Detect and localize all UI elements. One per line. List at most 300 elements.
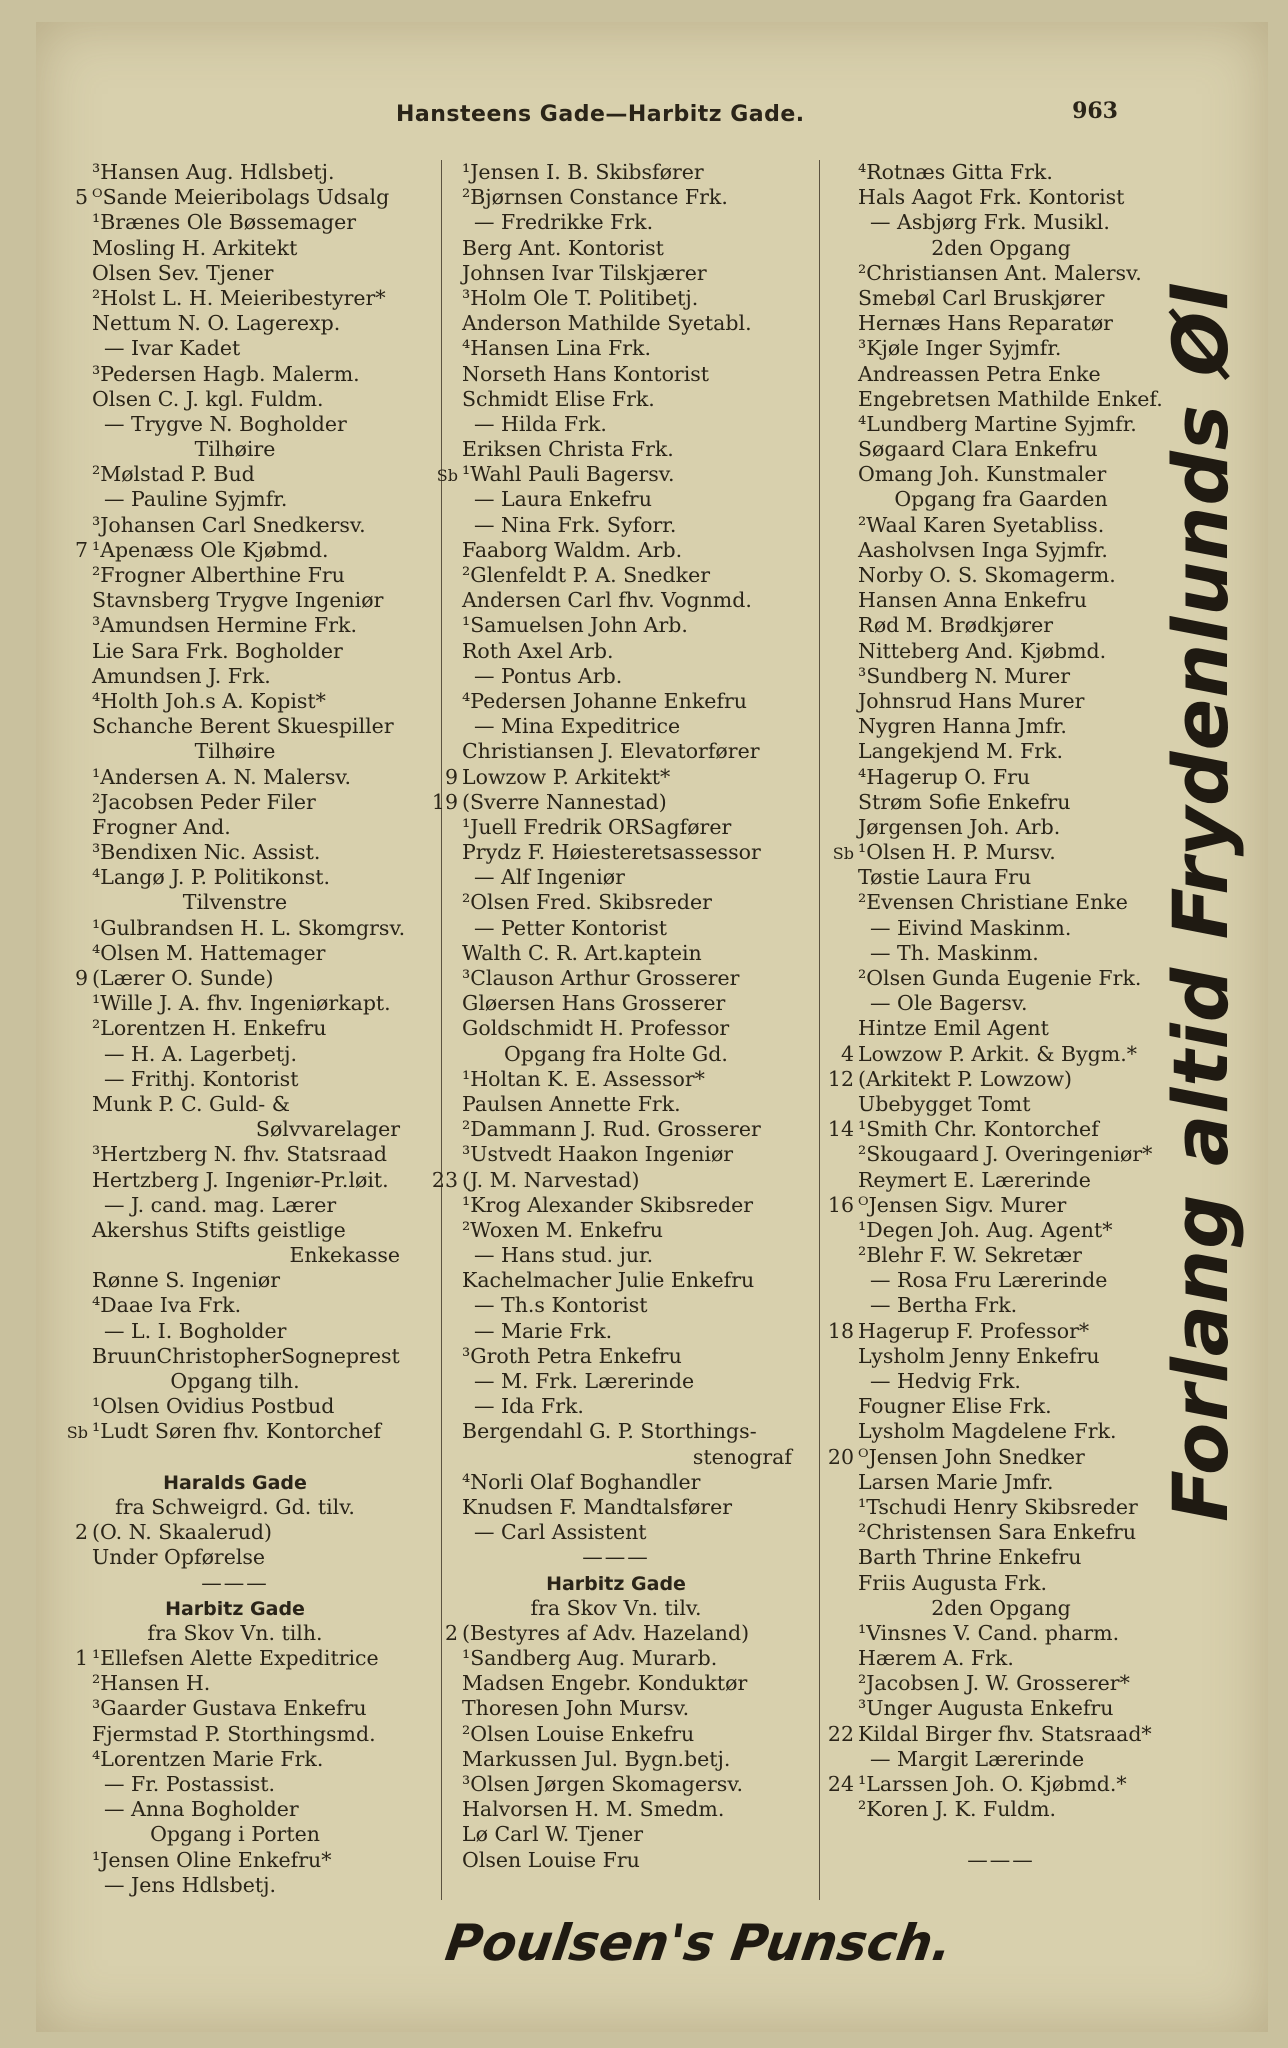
vertical-advertisement: Forlang altid Frydenlunds Øl <box>1156 283 1245 1522</box>
directory-entry <box>50 1419 420 1444</box>
column-1 <box>50 160 420 1898</box>
directory-entry <box>816 236 1186 261</box>
directory-entry <box>420 991 812 1016</box>
directory-entry <box>816 991 1186 1016</box>
entry-text: Norby O. S. Skomagerm. <box>858 563 1116 587</box>
entry-text: — Ole Bagersv. <box>870 991 1028 1016</box>
entry-text: ⁴Olsen M. Hattemager <box>92 940 326 965</box>
entry-text: — J. cand. mag. Lærer <box>104 1192 337 1217</box>
entry-text: ²Hansen H. <box>92 1671 211 1696</box>
entry-text: Kachelmacher Julie Enkefru <box>462 1268 755 1293</box>
entry-text: Opgang tilh. <box>170 1369 300 1393</box>
entry-text: — Alf Ingeniør <box>474 865 625 890</box>
directory-entry <box>420 487 812 512</box>
entry-text: Engebretsen Mathilde Enkef. <box>858 386 1163 411</box>
entry-text: ³Gaarder Gustava Enkefru <box>92 1696 367 1721</box>
footer-advertisement: Poulsen's Punsch. <box>441 1914 956 1972</box>
entry-marker: 12 <box>827 1066 854 1091</box>
entry-text: ¹Krog Alexander Skibsreder <box>462 1192 754 1217</box>
directory-entry <box>420 588 812 613</box>
directory-entry <box>50 1873 420 1898</box>
directory-entry <box>816 1797 1186 1822</box>
entry-marker: 9 <box>74 966 88 990</box>
entry-text: ³Clauson Arthur Grosserer <box>462 966 740 990</box>
directory-entry <box>816 1545 1186 1570</box>
directory-entry <box>816 1319 1186 1344</box>
directory-entry <box>50 1747 420 1772</box>
entry-text: — Th.s Kontorist <box>474 1293 648 1318</box>
directory-entry <box>420 1621 812 1646</box>
directory-entry <box>816 1042 1186 1067</box>
directory-entry <box>420 865 812 890</box>
directory-entry <box>816 1293 1186 1318</box>
directory-entry <box>50 639 420 664</box>
entry-text: — Ivar Kadet <box>104 336 241 361</box>
directory-entry <box>50 261 420 286</box>
directory-entry <box>420 437 812 462</box>
directory-entry <box>420 1571 812 1596</box>
directory-entry <box>816 160 1186 185</box>
entry-text: ¹Juell Fredrik ORSagfører <box>462 814 732 839</box>
entry-text: Stavnsberg Trygve Ingeniør <box>92 588 384 613</box>
entry-text: ¹Vinsnes V. Cand. pharm. <box>858 1620 1120 1645</box>
directory-entry <box>420 639 812 664</box>
directory-entry <box>420 890 812 915</box>
entry-marker: Sb <box>436 466 458 486</box>
entry-text: Knudsen F. Mandtalsfører <box>462 1494 733 1519</box>
directory-entry <box>420 1168 812 1193</box>
entry-text: 2den Opgang <box>931 1595 1071 1620</box>
directory-entry <box>50 1243 420 1268</box>
directory-entry <box>816 890 1186 915</box>
directory-entry <box>420 790 812 815</box>
directory-entry <box>816 286 1186 311</box>
directory-entry <box>50 1822 420 1847</box>
directory-entry <box>420 1218 812 1243</box>
entry-text: Smebøl Carl Bruskjører <box>858 285 1105 310</box>
directory-entry <box>50 362 420 387</box>
entry-text: BruunChristopherSogneprest <box>92 1343 400 1368</box>
directory-entry <box>420 1319 812 1344</box>
entry-text: — M. Frk. Lærerinde <box>474 1369 695 1393</box>
entry-text: ²Jacobsen Peder Filer <box>92 789 316 814</box>
entry-text: Tilhøire <box>194 739 276 764</box>
directory-entry <box>50 815 420 840</box>
directory-entry <box>50 1042 420 1067</box>
entry-text: ¹Larssen Joh. O. Kjøbmd.* <box>858 1772 1127 1796</box>
entry-text: — Jens Hdlsbetj. <box>104 1872 277 1897</box>
directory-entry <box>816 1218 1186 1243</box>
entry-text: ᴼSande Meieribolags Udsalg <box>92 185 390 210</box>
directory-entry <box>420 1193 812 1218</box>
directory-entry <box>50 437 420 462</box>
directory-entry <box>816 1470 1186 1495</box>
entry-text: ²Frogner Alberthine Fru <box>92 563 345 587</box>
directory-entry <box>420 1848 812 1873</box>
entry-text: Paulsen Annette Frk. <box>462 1091 681 1116</box>
entry-text: Ubebygget Tomt <box>858 1091 1031 1116</box>
directory-entry <box>50 538 420 563</box>
directory-entry <box>420 1445 812 1470</box>
entry-text: ¹Degen Joh. Aug. Agent* <box>858 1217 1113 1242</box>
entry-text: ⁴Holth Joh.s A. Kopist* <box>92 688 326 713</box>
entry-text: Hintze Emil Agent <box>858 1016 1049 1041</box>
directory-entry <box>50 1671 420 1696</box>
directory-entry <box>50 1848 420 1873</box>
entry-text: — Th. Maskinm. <box>870 940 1039 965</box>
entry-text: ¹Jensen I. B. Skibsfører <box>462 160 704 184</box>
directory-entry <box>420 513 812 538</box>
entry-marker: Sb <box>66 1423 88 1443</box>
directory-entry <box>50 1722 420 1747</box>
directory-entry <box>816 941 1186 966</box>
directory-entry <box>50 1445 420 1470</box>
directory-entry <box>420 1092 812 1117</box>
entry-text: Olsen Sev. Tjener <box>92 260 274 285</box>
entry-text: Reymert E. Lærerinde <box>858 1167 1091 1192</box>
directory-entry <box>50 1369 420 1394</box>
directory-entry <box>816 261 1186 286</box>
directory-entry <box>420 261 812 286</box>
entry-text: Tilvenstre <box>182 890 288 915</box>
entry-text: ²Koren J. K. Fuldm. <box>858 1797 1057 1822</box>
entry-text: Nygren Hanna Jmfr. <box>858 714 1067 739</box>
directory-entry <box>816 1596 1186 1621</box>
directory-entry <box>420 1797 812 1822</box>
entry-marker: 2 <box>444 1620 458 1645</box>
entry-text: Jørgensen Joh. Arb. <box>858 814 1061 839</box>
directory-entry <box>420 286 812 311</box>
entry-text: — Hans stud. jur. <box>474 1243 654 1268</box>
directory-entry <box>816 588 1186 613</box>
entry-text: — Anna Bogholder <box>104 1797 299 1822</box>
entry-text: Andersen Carl fhv. Vognmd. <box>462 588 752 613</box>
entry-text: 2den Opgang <box>931 235 1071 260</box>
directory-entry <box>420 387 812 412</box>
directory-entry <box>420 1596 812 1621</box>
directory-entry <box>816 765 1186 790</box>
directory-entry <box>50 1293 420 1318</box>
entry-text: Johnsen Ivar Tilskjærer <box>462 260 707 285</box>
entry-text: Gløersen Hans Grosserer <box>462 991 726 1016</box>
directory-entry <box>50 1646 420 1671</box>
directory-entry <box>816 487 1186 512</box>
entry-marker: 18 <box>827 1318 854 1343</box>
entry-text: — Trygve N. Bogholder <box>104 411 347 436</box>
directory-entry <box>50 236 420 261</box>
directory-entry <box>420 1117 812 1142</box>
entry-text: ——— <box>967 1847 1035 1872</box>
directory-entry <box>420 1671 812 1696</box>
entry-text: Opgang i Porten <box>150 1822 320 1847</box>
entry-text: Markussen Jul. Bygn.betj. <box>462 1746 731 1771</box>
entry-text: ²Lorentzen H. Enkefru <box>92 1016 327 1041</box>
entry-text: ³Johansen Carl Snedkersv. <box>92 512 366 537</box>
directory-entry <box>420 1470 812 1495</box>
entry-marker: 1 <box>74 1646 88 1671</box>
directory-entry <box>50 916 420 941</box>
directory-entry <box>50 160 420 185</box>
directory-entry <box>816 1772 1186 1797</box>
directory-entry <box>50 966 420 991</box>
directory-entry <box>816 1369 1186 1394</box>
directory-entry <box>50 563 420 588</box>
directory-entry <box>50 840 420 865</box>
entry-text: — Mina Expeditrice <box>474 714 681 739</box>
directory-entry <box>816 437 1186 462</box>
entry-text: Kildal Birger fhv. Statsraad* <box>858 1721 1152 1746</box>
directory-entry <box>816 1419 1186 1444</box>
directory-entry <box>816 1243 1186 1268</box>
entry-marker: 9 <box>444 764 458 789</box>
directory-entry <box>420 714 812 739</box>
entry-text: ²Christiansen Ant. Malersv. <box>858 260 1142 285</box>
directory-entry <box>420 1293 812 1318</box>
directory-entry <box>420 613 812 638</box>
page-number: 963 <box>1072 98 1118 124</box>
directory-entry <box>816 1067 1186 1092</box>
entry-text: ⁴Lundberg Martine Syjmfr. <box>858 411 1137 436</box>
directory-entry <box>50 664 420 689</box>
entry-text: ²Holst L. H. Meieribestyrer* <box>92 285 386 310</box>
entry-text: Opgang fra Gaarden <box>894 487 1108 512</box>
directory-entry <box>50 462 420 487</box>
directory-entry <box>420 185 812 210</box>
directory-entry <box>420 1696 812 1721</box>
directory-entry <box>420 1344 812 1369</box>
directory-entry <box>420 1520 812 1545</box>
directory-entry <box>50 1621 420 1646</box>
directory-entry <box>816 1848 1186 1873</box>
entry-text: ¹Ellefsen Alette Expeditrice <box>92 1646 379 1671</box>
directory-entry <box>420 1142 812 1167</box>
directory-entry <box>816 1621 1186 1646</box>
entry-text: Larsen Marie Jmfr. <box>858 1469 1054 1494</box>
entry-text: — Pontus Arb. <box>474 663 623 688</box>
entry-text: (Sverre Nannestad) <box>462 789 667 814</box>
directory-entry <box>816 865 1186 890</box>
directory-entry <box>816 1495 1186 1520</box>
entry-text: ²Blehr F. W. Sekretær <box>858 1243 1082 1268</box>
entry-text: (Arkitekt P. Lowzow) <box>858 1066 1072 1091</box>
entry-text: ¹Tschudi Henry Skibsreder <box>858 1494 1138 1519</box>
entry-text: Omang Joh. Kunstmaler <box>858 462 1107 487</box>
entry-text: ¹Jensen Oline Enkefru* <box>92 1847 332 1872</box>
entry-text: Haralds Gade <box>163 1471 307 1494</box>
entry-text: ³Bendixen Nic. Assist. <box>92 840 321 865</box>
entry-marker: 16 <box>827 1192 854 1217</box>
entry-text: — Rosa Fru Lærerinde <box>870 1268 1108 1293</box>
directory-entry <box>50 1117 420 1142</box>
entry-text: Walth C. R. Art.kaptein <box>462 940 702 965</box>
entry-text: Hertzberg J. Ingeniør-Pr.løit. <box>92 1167 389 1192</box>
entry-text: Strøm Sofie Enkefru <box>858 789 1071 814</box>
directory-entry <box>816 462 1186 487</box>
entry-text: Hals Aagot Frk. Kontorist <box>858 185 1125 210</box>
directory-entry <box>816 689 1186 714</box>
entry-text: Opgang fra Holte Gd. <box>504 1041 728 1066</box>
entry-text: — Pauline Syjmfr. <box>104 487 288 512</box>
directory-entry <box>816 1268 1186 1293</box>
directory-entry <box>816 613 1186 638</box>
directory-entry <box>50 487 420 512</box>
entry-text: — Bertha Frk. <box>870 1293 1018 1318</box>
entry-text: Langekjend M. Frk. <box>858 739 1064 764</box>
entry-text: — L. I. Bogholder <box>104 1318 287 1343</box>
directory-entry <box>50 1016 420 1041</box>
entry-text: — Hilda Frk. <box>474 411 607 436</box>
directory-entry <box>816 1696 1186 1721</box>
directory-entry <box>50 1520 420 1545</box>
directory-entry <box>420 563 812 588</box>
directory-entry <box>50 1394 420 1419</box>
entry-text: Hagerup F. Professor* <box>858 1318 1090 1343</box>
directory-entry <box>420 815 812 840</box>
entry-marker: 24 <box>827 1772 854 1796</box>
entry-text: ¹Apenæss Ole Kjøbmd. <box>92 537 329 562</box>
directory-entry <box>816 1168 1186 1193</box>
entry-text: — Nina Frk. Syforr. <box>474 512 677 537</box>
directory-entry <box>816 336 1186 361</box>
entry-text: Under Opførelse <box>92 1545 266 1570</box>
entry-text: Lowzow P. Arkitekt* <box>462 764 671 789</box>
column-3 <box>816 160 1186 1873</box>
directory-entry <box>420 689 812 714</box>
entry-text: ²Olsen Louise Enkefru <box>462 1721 695 1746</box>
directory-entry <box>420 941 812 966</box>
entry-text: — H. A. Lagerbetj. <box>104 1041 298 1066</box>
entry-marker: 5 <box>74 185 88 210</box>
entry-text: fra Schweigrd. Gd. tilv. <box>115 1494 355 1519</box>
entry-marker: 2 <box>74 1520 88 1545</box>
entry-text: — Laura Enkefru <box>474 487 652 512</box>
entry-text: Olsen Louise Fru <box>462 1847 640 1872</box>
directory-entry <box>50 1092 420 1117</box>
entry-text: ⁴Hagerup O. Fru <box>858 764 1031 789</box>
entry-text: Hansen Anna Enkefru <box>858 588 1087 613</box>
directory-entry <box>50 1344 420 1369</box>
entry-text: ³Hansen Aug. Hdlsbetj. <box>92 160 335 184</box>
entry-text: Roth Axel Arb. <box>462 638 614 663</box>
entry-text: ⁴Pedersen Johanne Enkefru <box>462 688 747 713</box>
entry-text: Harbitz Gade <box>546 1572 686 1595</box>
entry-text: — Marie Frk. <box>474 1318 613 1343</box>
entry-text: Lysholm Jenny Enkefru <box>858 1343 1100 1368</box>
entry-text: ⁴Norli Olaf Boghandler <box>462 1469 701 1494</box>
entry-text: ³Olsen Jørgen Skomagersv. <box>462 1772 743 1796</box>
entry-text: Tøstie Laura Fru <box>858 865 1032 890</box>
directory-entry <box>50 613 420 638</box>
entry-text: Fjermstad P. Storthingsmd. <box>92 1721 376 1746</box>
entry-text: ²Christensen Sara Enkefru <box>858 1520 1137 1545</box>
entry-text: Prydz F. Høiesteretsassessor <box>462 840 761 865</box>
entry-text: — Carl Assistent <box>474 1520 647 1545</box>
directory-entry <box>816 387 1186 412</box>
entry-text: (O. N. Skaalerud) <box>92 1520 273 1545</box>
entry-text: Fougner Elise Frk. <box>858 1394 1052 1419</box>
directory-entry <box>420 1822 812 1847</box>
directory-entry <box>420 966 812 991</box>
entry-text: Akershus Stifts geistlige <box>92 1217 346 1242</box>
directory-entry <box>420 1722 812 1747</box>
directory-entry <box>816 714 1186 739</box>
entry-text: Lie Sara Frk. Bogholder <box>92 638 343 663</box>
entry-marker: Sb <box>832 844 854 864</box>
entry-text: Andreassen Petra Enke <box>858 361 1101 386</box>
directory-entry <box>50 1319 420 1344</box>
directory-entry <box>50 286 420 311</box>
directory-entry <box>816 311 1186 336</box>
directory-entry <box>420 236 812 261</box>
directory-entry <box>816 664 1186 689</box>
directory-entry <box>50 739 420 764</box>
entry-text: Rønne S. Ingeniør <box>92 1268 281 1293</box>
directory-entry <box>420 1419 812 1444</box>
directory-entry <box>420 1646 812 1671</box>
entry-text: — Petter Kontorist <box>474 915 667 940</box>
entry-text: Norseth Hans Kontorist <box>462 361 710 386</box>
entry-text: Thoresen John Mursv. <box>462 1696 690 1721</box>
directory-entry <box>816 563 1186 588</box>
directory-entry <box>50 1193 420 1218</box>
directory-entry <box>420 362 812 387</box>
entry-text: ⁴Daae Iva Frk. <box>92 1293 242 1318</box>
directory-entry <box>420 1016 812 1041</box>
directory-entry <box>816 1822 1186 1847</box>
directory-entry <box>50 1067 420 1092</box>
directory-entry <box>50 311 420 336</box>
directory-page <box>36 22 1268 2032</box>
directory-entry <box>816 185 1186 210</box>
directory-entry <box>420 1772 812 1797</box>
directory-entry <box>50 1142 420 1167</box>
entry-text: Nitteberg And. Kjøbmd. <box>858 638 1107 663</box>
directory-entry <box>816 790 1186 815</box>
directory-entry <box>50 941 420 966</box>
directory-entry <box>50 890 420 915</box>
directory-entry <box>50 336 420 361</box>
directory-entry <box>816 1092 1186 1117</box>
entry-text: Søgaard Clara Enkefru <box>858 437 1098 462</box>
entry-text: ³Ustvedt Haakon Ingeniør <box>462 1142 734 1167</box>
directory-entry <box>816 1520 1186 1545</box>
entry-text: Goldschmidt H. Professor <box>462 1016 730 1041</box>
entry-text: ¹Andersen A. N. Malersv. <box>92 764 352 789</box>
directory-entry <box>420 840 812 865</box>
directory-entry <box>816 1394 1186 1419</box>
entry-text: ²Skougaard J. Overingeniør* <box>858 1142 1153 1167</box>
entry-text: — Ida Frk. <box>474 1394 584 1419</box>
directory-entry <box>420 1369 812 1394</box>
directory-entry <box>816 1117 1186 1142</box>
directory-entry <box>816 966 1186 991</box>
entry-text: Munk P. C. Guld- & <box>92 1091 290 1116</box>
entry-text: — Fredrikke Frk. <box>474 210 654 235</box>
entry-text: Johnsrud Hans Murer <box>858 688 1085 713</box>
entry-text: Hærem A. Frk. <box>858 1646 1014 1671</box>
entry-text: Olsen C. J. kgl. Fuldm. <box>92 386 324 411</box>
entry-text: ³Holm Ole T. Politibetj. <box>462 285 699 310</box>
directory-entry <box>420 1495 812 1520</box>
directory-entry <box>50 387 420 412</box>
entry-text: Christiansen J. Elevatorfører <box>462 739 760 764</box>
directory-entry <box>420 1243 812 1268</box>
directory-entry <box>816 1646 1186 1671</box>
entry-text: Schanche Berent Skuespiller <box>92 714 394 739</box>
entry-marker: 14 <box>827 1117 854 1142</box>
directory-entry <box>816 362 1186 387</box>
entry-text: ²Evensen Christiane Enke <box>858 890 1128 915</box>
